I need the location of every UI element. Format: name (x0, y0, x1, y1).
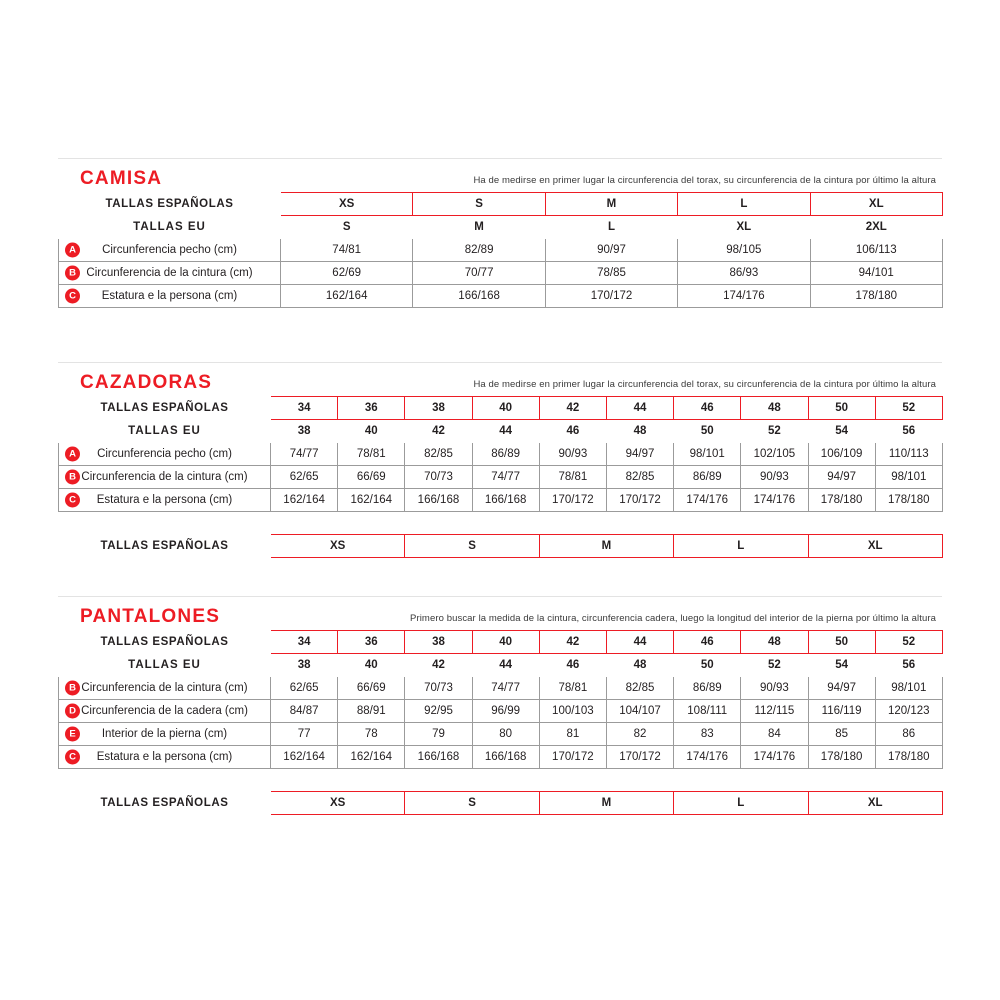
measure-value: 170/172 (606, 746, 673, 769)
measure-value: 98/101 (674, 443, 741, 466)
measure-value: 78/81 (539, 677, 606, 700)
measure-value: 77 (271, 723, 338, 746)
measure-value: 74/77 (271, 443, 338, 466)
table-row (59, 443, 943, 466)
measure-value: 78 (338, 723, 405, 746)
eu-size-cell: 46 (539, 420, 606, 443)
spacer-cell (59, 769, 943, 792)
measure-label-text: Estatura e la persona (cm) (96, 751, 233, 763)
measure-label-text: Circunferencia pecho (cm) (102, 244, 237, 256)
table-row-es-sizes (59, 397, 943, 420)
measure-value: 178/180 (808, 489, 875, 512)
measure-value: 86/89 (674, 677, 741, 700)
measure-value: 166/168 (472, 746, 539, 769)
eu-size-cell: L (545, 216, 677, 239)
table-row-eu-sizes (59, 216, 943, 239)
es-size-cell: S (413, 193, 545, 216)
measure-value: 84/87 (271, 700, 338, 723)
eu-size-cell: 42 (405, 654, 472, 677)
measure-value: 120/123 (875, 700, 942, 723)
badge-d-icon: D (65, 704, 80, 719)
badge-b-icon: B (65, 470, 80, 485)
measure-value: 94/97 (606, 443, 673, 466)
size-table-camisa (58, 192, 943, 308)
measure-value: 70/77 (413, 262, 545, 285)
es-size-cell: 50 (808, 631, 875, 654)
measure-value: 94/97 (808, 677, 875, 700)
row-label-tallas-eu: TALLAS EU (59, 654, 271, 677)
size-table-pantalones (58, 630, 943, 815)
eu-size-cell: 46 (539, 654, 606, 677)
es-size-cell: M (545, 193, 677, 216)
measure-value: 86/89 (472, 443, 539, 466)
section-title: CAZADORAS (80, 372, 213, 393)
measure-label-text: Estatura e la persona (cm) (101, 290, 238, 302)
measure-value: 174/176 (674, 489, 741, 512)
measure-value: 66/69 (338, 677, 405, 700)
measure-value: 86 (875, 723, 942, 746)
measure-value: 86/93 (678, 262, 810, 285)
measure-value: 94/97 (808, 466, 875, 489)
footer-label-tallas-espanolas: TALLAS ESPAÑOLAS (59, 792, 271, 815)
es-size-cell: 34 (271, 397, 338, 420)
eu-size-cell: 38 (271, 654, 338, 677)
measure-value: 92/95 (405, 700, 472, 723)
badge-c-icon: C (65, 493, 80, 508)
measure-value: 74/81 (281, 239, 413, 262)
measure-label-text: Circunferencia pecho (cm) (97, 448, 232, 460)
measure-value: 84 (741, 723, 808, 746)
measure-value: 82/85 (606, 677, 673, 700)
measure-value: 78/81 (338, 443, 405, 466)
footer-size-cell: XL (808, 535, 942, 558)
eu-size-cell: 48 (606, 654, 673, 677)
es-size-cell: 42 (539, 631, 606, 654)
table-row-eu-sizes (59, 420, 943, 443)
row-label-tallas-eu: TALLAS EU (59, 216, 281, 239)
section-title: CAMISA (80, 168, 163, 189)
table-row-footer-es (59, 535, 943, 558)
row-label-tallas-espanolas: TALLAS ESPAÑOLAS (59, 193, 281, 216)
es-size-cell: XL (810, 193, 942, 216)
eu-size-cell: 40 (338, 654, 405, 677)
measure-value: 166/168 (405, 489, 472, 512)
row-label-tallas-eu: TALLAS EU (59, 420, 271, 443)
measure-label (59, 700, 271, 723)
measure-label (59, 677, 271, 700)
measure-value: 78/81 (539, 466, 606, 489)
size-table-cazadoras (58, 396, 943, 558)
table-row (59, 746, 943, 769)
measure-value: 81 (539, 723, 606, 746)
measure-value: 106/113 (810, 239, 942, 262)
section-header (58, 158, 942, 192)
measure-value: 116/119 (808, 700, 875, 723)
eu-size-cell: 38 (271, 420, 338, 443)
es-size-cell: XS (281, 193, 413, 216)
measure-value: 74/77 (472, 466, 539, 489)
measure-value: 98/101 (875, 677, 942, 700)
measure-value: 162/164 (271, 489, 338, 512)
row-label-tallas-espanolas: TALLAS ESPAÑOLAS (59, 397, 271, 420)
measure-value: 66/69 (338, 466, 405, 489)
section-title: PANTALONES (80, 606, 221, 627)
measure-label (59, 723, 271, 746)
footer-size-cell: XS (271, 792, 405, 815)
footer-size-cell: M (539, 535, 673, 558)
measure-value: 62/69 (281, 262, 413, 285)
measure-value: 86/89 (674, 466, 741, 489)
measure-value: 90/97 (545, 239, 677, 262)
measure-label-text: Circunferencia de la cintura (cm) (86, 267, 253, 279)
measure-label-text: Circunferencia de la cintura (cm) (81, 682, 248, 694)
measure-label-text: Circunferencia de la cintura (cm) (81, 471, 248, 483)
measure-value: 90/93 (741, 677, 808, 700)
es-size-cell: 36 (338, 631, 405, 654)
table-row (59, 239, 943, 262)
measure-value: 162/164 (338, 746, 405, 769)
section-note: Primero buscar la medida de la cintura, circunferencia cadera, luego la longitud del interior de la pierna por último la altura (410, 613, 936, 624)
measure-label (59, 285, 281, 308)
measure-value: 106/109 (808, 443, 875, 466)
measure-value: 70/73 (405, 677, 472, 700)
badge-c-icon: C (65, 750, 80, 765)
eu-size-cell: 52 (741, 420, 808, 443)
footer-size-cell: S (405, 535, 539, 558)
measure-label (59, 239, 281, 262)
measure-value: 62/65 (271, 466, 338, 489)
table-row (59, 285, 943, 308)
es-size-cell: 50 (808, 397, 875, 420)
table-row (59, 466, 943, 489)
es-size-cell: 48 (741, 631, 808, 654)
badge-b-icon: B (65, 266, 80, 281)
measure-label (59, 466, 271, 489)
measure-value: 90/93 (539, 443, 606, 466)
measure-value: 90/93 (741, 466, 808, 489)
table-row-es-sizes (59, 631, 943, 654)
row-label-tallas-espanolas: TALLAS ESPAÑOLAS (59, 631, 271, 654)
measure-value: 80 (472, 723, 539, 746)
section-header (58, 362, 942, 396)
badge-c-icon: C (65, 289, 80, 304)
measure-label (59, 746, 271, 769)
table-row-es-sizes (59, 193, 943, 216)
badge-b-icon: B (65, 681, 80, 696)
eu-size-cell: M (413, 216, 545, 239)
measure-value: 79 (405, 723, 472, 746)
section-camisa (58, 158, 942, 308)
measure-value: 82/85 (405, 443, 472, 466)
section-note: Ha de medirse en primer lugar la circunferencia del torax, su circunferencia de la cintura por último la altura (473, 175, 936, 186)
measure-value: 85 (808, 723, 875, 746)
measure-label (59, 443, 271, 466)
footer-size-cell: S (405, 792, 539, 815)
eu-size-cell: 50 (674, 654, 741, 677)
measure-value: 102/105 (741, 443, 808, 466)
measure-label (59, 262, 281, 285)
footer-size-cell: XL (808, 792, 942, 815)
measure-value: 96/99 (472, 700, 539, 723)
table-row-footer-es (59, 792, 943, 815)
measure-value: 82/89 (413, 239, 545, 262)
es-size-cell: 42 (539, 397, 606, 420)
measure-value: 108/111 (674, 700, 741, 723)
eu-size-cell: S (281, 216, 413, 239)
eu-size-cell: 44 (472, 420, 539, 443)
badge-e-icon: E (65, 727, 80, 742)
table-row (59, 677, 943, 700)
measure-value: 94/101 (810, 262, 942, 285)
es-size-cell: 44 (606, 631, 673, 654)
measure-value: 178/180 (808, 746, 875, 769)
eu-size-cell: 54 (808, 420, 875, 443)
measure-value: 174/176 (741, 489, 808, 512)
es-size-cell: 40 (472, 631, 539, 654)
es-size-cell: 38 (405, 631, 472, 654)
es-size-cell: 52 (875, 631, 942, 654)
measure-value: 170/172 (545, 285, 677, 308)
table-row-eu-sizes (59, 654, 943, 677)
measure-value: 62/65 (271, 677, 338, 700)
measure-value: 112/115 (741, 700, 808, 723)
measure-value: 178/180 (875, 746, 942, 769)
measure-value: 170/172 (539, 746, 606, 769)
measure-value: 162/164 (338, 489, 405, 512)
eu-size-cell: 2XL (810, 216, 942, 239)
es-size-cell: 38 (405, 397, 472, 420)
eu-size-cell: 48 (606, 420, 673, 443)
measure-label-text: Circunferencia de la cadera (cm) (81, 705, 248, 717)
measure-value: 162/164 (271, 746, 338, 769)
es-size-cell: 36 (338, 397, 405, 420)
eu-size-cell: XL (678, 216, 810, 239)
es-size-cell: 46 (674, 397, 741, 420)
es-size-cell: 48 (741, 397, 808, 420)
measure-value: 74/77 (472, 677, 539, 700)
es-size-cell: 44 (606, 397, 673, 420)
es-size-cell: L (678, 193, 810, 216)
measure-value: 166/168 (472, 489, 539, 512)
measure-value: 178/180 (875, 489, 942, 512)
measure-value: 174/176 (674, 746, 741, 769)
measure-value: 78/85 (545, 262, 677, 285)
measure-value: 174/176 (741, 746, 808, 769)
badge-a-icon: A (65, 243, 80, 258)
measure-value: 82/85 (606, 466, 673, 489)
spacer-cell (59, 512, 943, 535)
eu-size-cell: 52 (741, 654, 808, 677)
footer-size-cell: L (674, 535, 808, 558)
table-row (59, 489, 943, 512)
table-row (59, 700, 943, 723)
measure-value: 83 (674, 723, 741, 746)
eu-size-cell: 56 (875, 420, 942, 443)
footer-size-cell: XS (271, 535, 405, 558)
measure-value: 170/172 (539, 489, 606, 512)
footer-size-cell: M (539, 792, 673, 815)
eu-size-cell: 44 (472, 654, 539, 677)
measure-value: 170/172 (606, 489, 673, 512)
eu-size-cell: 56 (875, 654, 942, 677)
measure-label (59, 489, 271, 512)
es-size-cell: 46 (674, 631, 741, 654)
badge-a-icon: A (65, 447, 80, 462)
measure-value: 88/91 (338, 700, 405, 723)
table-spacer (59, 512, 943, 535)
eu-size-cell: 40 (338, 420, 405, 443)
es-size-cell: 34 (271, 631, 338, 654)
measure-value: 166/168 (405, 746, 472, 769)
section-pantalones (58, 596, 942, 815)
table-row (59, 262, 943, 285)
eu-size-cell: 54 (808, 654, 875, 677)
table-spacer (59, 769, 943, 792)
measure-value: 178/180 (810, 285, 942, 308)
measure-value: 162/164 (281, 285, 413, 308)
es-size-cell: 52 (875, 397, 942, 420)
measure-value: 98/105 (678, 239, 810, 262)
measure-label-text: Estatura e la persona (cm) (96, 494, 233, 506)
footer-label-tallas-espanolas: TALLAS ESPAÑOLAS (59, 535, 271, 558)
measure-value: 98/101 (875, 466, 942, 489)
measure-value: 166/168 (413, 285, 545, 308)
section-cazadoras (58, 362, 942, 558)
measure-value: 174/176 (678, 285, 810, 308)
measure-value: 104/107 (606, 700, 673, 723)
measure-value: 70/73 (405, 466, 472, 489)
measure-label-text: Interior de la pierna (cm) (101, 728, 228, 740)
table-row (59, 723, 943, 746)
measure-value: 100/103 (539, 700, 606, 723)
footer-size-cell: L (674, 792, 808, 815)
eu-size-cell: 50 (674, 420, 741, 443)
measure-value: 82 (606, 723, 673, 746)
eu-size-cell: 42 (405, 420, 472, 443)
measure-value: 110/113 (875, 443, 942, 466)
section-header (58, 596, 942, 630)
section-note: Ha de medirse en primer lugar la circunferencia del torax, su circunferencia de la cintura por último la altura (473, 379, 936, 390)
es-size-cell: 40 (472, 397, 539, 420)
